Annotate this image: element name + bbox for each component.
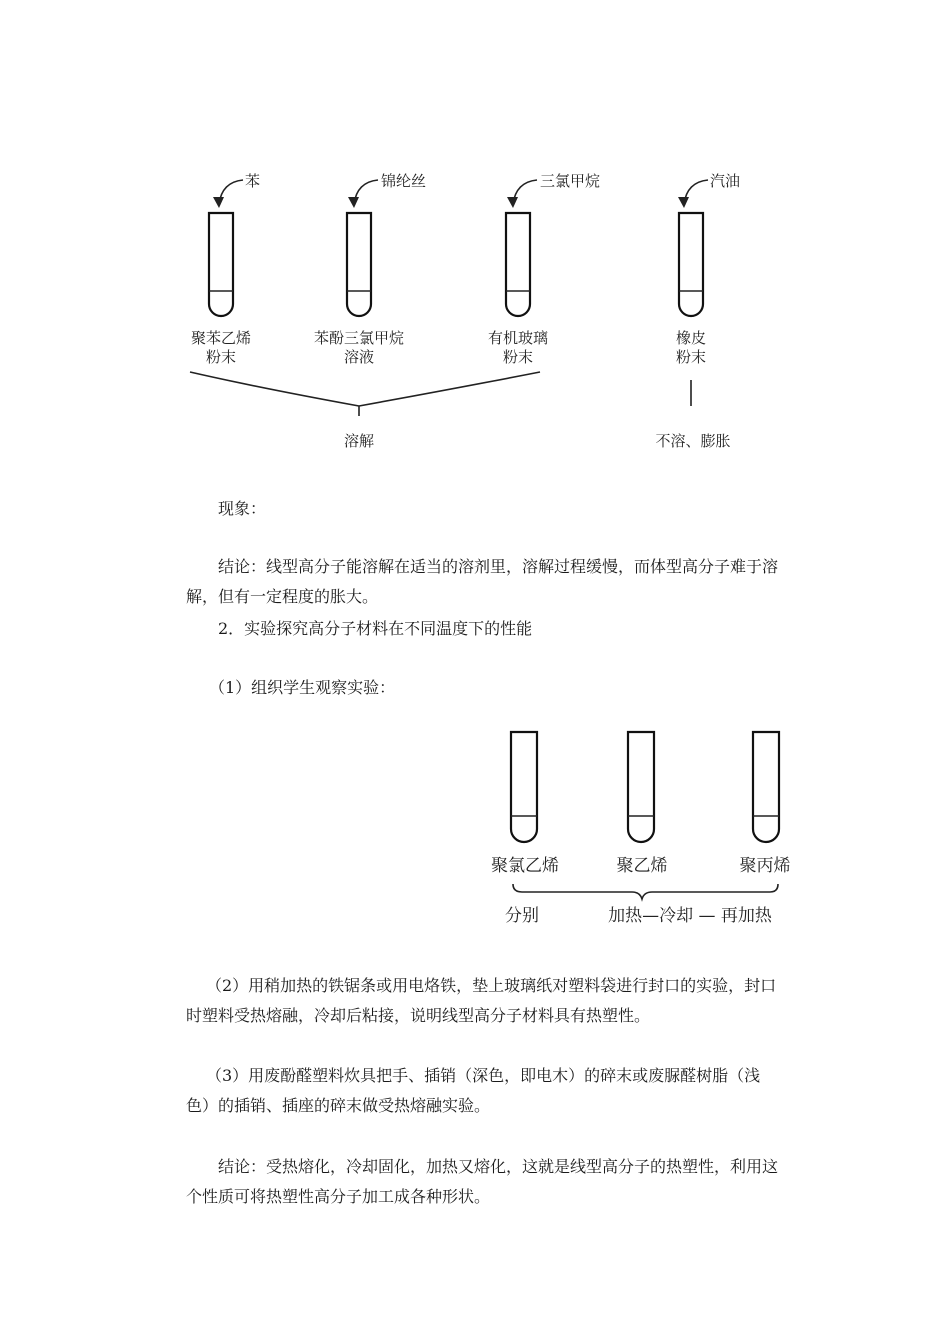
sample-label-1-line2: 粉末 xyxy=(205,348,237,366)
item-2-line2: 时塑料受热熔融，冷却后粘接，说明线型高分子材料具有热塑性。 xyxy=(186,1006,651,1025)
sample-label-4-line1: 橡皮 xyxy=(675,329,707,347)
sample-label-3-line1: 有机玻璃 xyxy=(487,329,549,347)
reagent-label-2: 锦纶丝 xyxy=(381,172,427,190)
conclusion-2-line1: 结论：受热熔化，冷却固化，加热又熔化，这就是线型高分子的热塑性，利用这 xyxy=(218,1157,779,1176)
sample-label-2-line1: 苯酚三氯甲烷 xyxy=(313,329,405,347)
label-separately: 分别 xyxy=(505,906,539,926)
heating-brace xyxy=(513,884,778,899)
result-swell: 不溶、膨胀 xyxy=(655,432,731,450)
conclusion-1-line2: 解，但有一定程度的胀大。 xyxy=(186,587,379,606)
test-tube-pp xyxy=(753,732,779,842)
sample-label-3-line2: 粉末 xyxy=(502,348,534,366)
conclusion-2-line2: 个性质可将热塑性高分子加工成各种形状。 xyxy=(186,1187,491,1206)
test-tube-pe xyxy=(628,732,654,842)
sample-pvc: 聚氯乙烯 xyxy=(491,856,559,876)
sample-label-2-line2: 溶液 xyxy=(343,348,375,366)
label-process: 加热—冷却 — 再加热 xyxy=(608,906,772,926)
reagent-label-4: 汽油 xyxy=(710,172,741,190)
item-2-line1: （2）用稍加热的铁锯条或用电烙铁，垫上玻璃纸对塑料袋进行封口的实验，封口 xyxy=(206,976,777,995)
result-dissolve: 溶解 xyxy=(343,432,375,450)
phenomenon-label: 现象： xyxy=(218,499,267,518)
item-1: （1）组织学生观察实验： xyxy=(209,678,396,697)
sample-label-1-line1: 聚苯乙烯 xyxy=(190,329,252,347)
sample-pp: 聚丙烯 xyxy=(739,856,791,876)
section-2-heading: 2．实验探究高分子材料在不同温度下的性能 xyxy=(218,619,533,638)
reagent-label-3: 三氯甲烷 xyxy=(540,172,601,190)
sample-pe: 聚乙烯 xyxy=(616,856,668,876)
item-3-line1: （3）用废酚醛塑料炊具把手、插销（深色，即电木）的碎末或废脲醛树脂（浅 xyxy=(206,1066,761,1085)
item-3-line2: 色）的插销、插座的碎末做受热熔融实验。 xyxy=(186,1096,491,1115)
test-tube-pvc xyxy=(511,732,537,842)
sample-label-4-line2: 粉末 xyxy=(675,348,707,366)
conclusion-1-line1: 结论：线型高分子能溶解在适当的溶剂里，溶解过程缓慢，而体型高分子难于溶 xyxy=(218,557,779,576)
reagent-label-1: 苯 xyxy=(245,172,261,190)
